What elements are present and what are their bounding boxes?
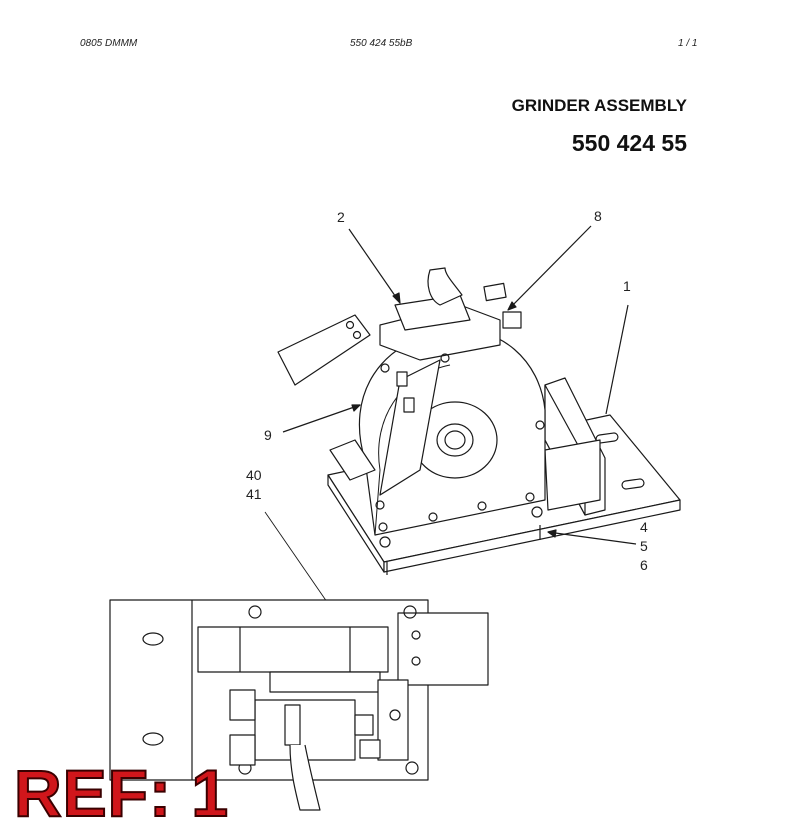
callout-41: 41 — [246, 486, 262, 502]
header-document-code: 550 424 55bB — [350, 38, 413, 49]
callout-9: 9 — [264, 427, 272, 443]
header-code-left: 0805 DMMM — [80, 38, 138, 49]
page-title: GRINDER ASSEMBLY — [511, 96, 687, 115]
handle-plate — [278, 315, 370, 385]
callout-1: 1 — [623, 278, 631, 294]
header-page-number: 1 / 1 — [678, 38, 698, 49]
top-view-handle-plate — [398, 613, 488, 685]
top-view-arm — [198, 627, 388, 672]
part-number: 550 424 55 — [571, 130, 687, 156]
callout-8: 8 — [594, 208, 602, 224]
callout-6: 6 — [640, 557, 648, 573]
motor-housing — [545, 440, 600, 510]
callout-2: 2 — [337, 209, 345, 225]
ref-label: REF: 1 — [14, 756, 230, 830]
callout-5: 5 — [640, 538, 648, 554]
callout-4: 4 — [640, 519, 648, 535]
callout-40: 40 — [246, 467, 262, 483]
